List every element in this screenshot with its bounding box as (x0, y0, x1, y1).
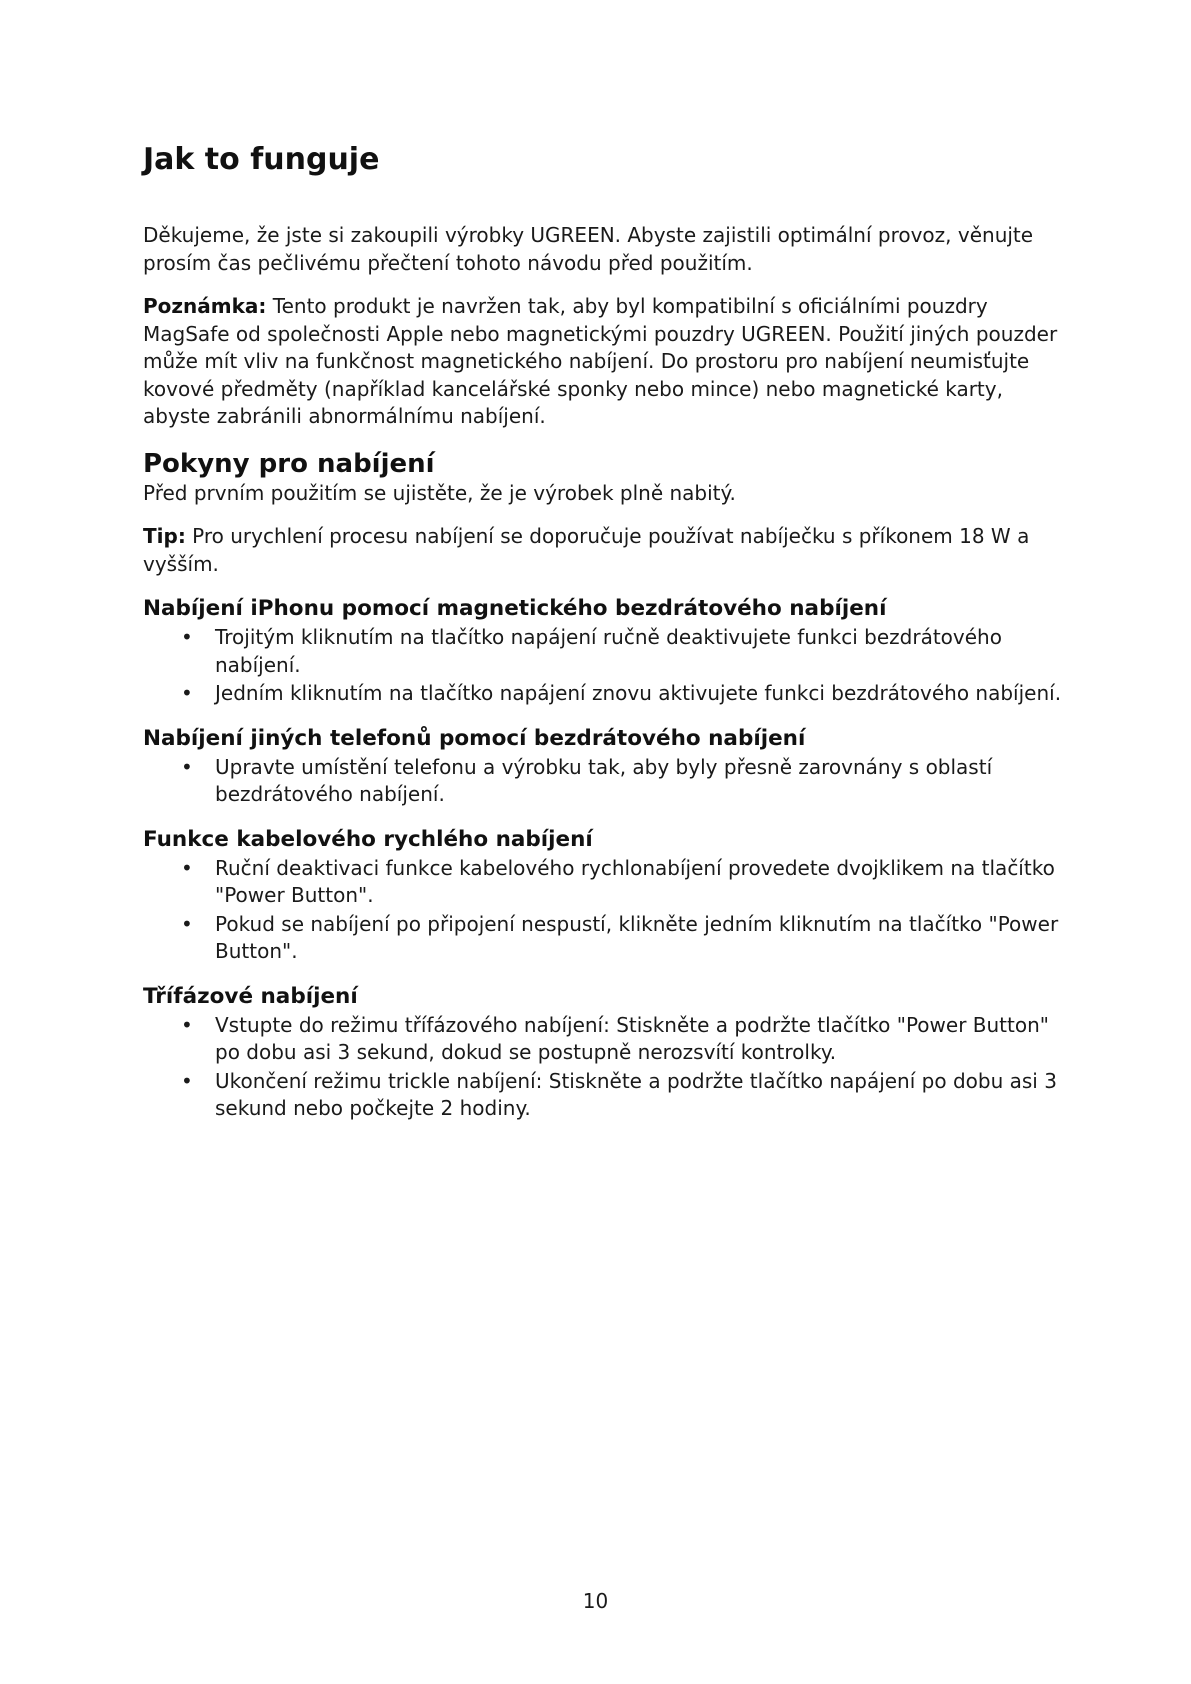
bullet-list (143, 1012, 1068, 1123)
list-item-text: Jedním kliknutím na tlačítko napájení znovu aktivujete funkci bezdrátového nabíjení. (215, 681, 1062, 705)
tip-paragraph (143, 523, 1068, 578)
list-item-text: Pokud se nabíjení po připojení nespustí, klikněte jedním kliknutím na tlačítko "Power Button". (215, 911, 1059, 963)
section-wired-fast-charging (143, 825, 1068, 966)
list-item-text: Upravte umístění telefonu a výrobku tak, aby byly přesně zarovnány s oblastí bezdrátového nabíjení. (215, 754, 993, 806)
section-other-phones (143, 724, 1068, 809)
bullet-list (143, 855, 1068, 966)
list-item (143, 1012, 1068, 1067)
bullet-icon: • (181, 1068, 193, 1093)
section-heading: Nabíjení iPhonu pomocí magnetického bezdrátového nabíjení (143, 596, 887, 621)
page-content (143, 140, 1068, 1124)
bullet-list (143, 754, 1068, 809)
note-label: Poznámka: (143, 294, 267, 318)
section-three-phase-charging (143, 982, 1068, 1123)
list-item-text: Ukončení režimu trickle nabíjení: Stiskněte a podržte tlačítko napájení po dobu asi 3 sekund nebo počkejte 2 hodiny. (215, 1068, 1057, 1120)
page-number: 10 (582, 1589, 609, 1613)
list-item-text: Ruční deaktivaci funkce kabelového rychlonabíjení provedete dvojklikem na tlačítko "Power Button". (215, 855, 1055, 907)
bullet-list (143, 624, 1068, 708)
page-title: Jak to funguje (143, 142, 380, 177)
section-heading: Funkce kabelového rychlého nabíjení (143, 826, 593, 852)
list-item (143, 624, 1068, 679)
section-heading: Nabíjení jiných telefonů pomocí bezdrátového nabíjení (143, 725, 806, 751)
charging-heading: Pokyny pro nabíjení (143, 448, 435, 479)
section-iphone-wireless (143, 594, 1068, 708)
tip-text: Pro urychlení procesu nabíjení se doporučuje používat nabíječku s příkonem 18 W a vyšším. (143, 524, 1030, 576)
list-item-text: Trojitým kliknutím na tlačítko napájení ručně deaktivujete funkci bezdrátového nabíjení. (215, 625, 1002, 677)
bullet-icon: • (181, 1012, 193, 1037)
bullet-icon: • (181, 911, 193, 936)
bullet-icon: • (181, 855, 193, 880)
note-text: Tento produkt je navržen tak, aby byl kompatibilní s oficiálními pouzdry MagSafe od společnosti Apple nebo magnetickými pouzdry UGREEN. Použití jiných pouzder může mít vliv na funkčnost magnetického nabíjení. Do prostoru pro nabíjení neumisťujte kovové předměty (například kancelářské sponky nebo mince) nebo magnetické karty, abyste zabránili abnormálnímu nabíjení. (143, 294, 1058, 428)
tip-label: Tip: (143, 524, 186, 548)
charging-text: Před prvním použitím se ujistěte, že je výrobek plně nabitý. (143, 480, 736, 505)
list-item (143, 855, 1068, 910)
bullet-icon: • (181, 681, 193, 705)
note-paragraph (143, 293, 1068, 431)
list-item (143, 680, 1068, 708)
list-item-text: Vstupte do režimu třífázového nabíjení: Stiskněte a podržte tlačítko "Power Button" po dobu asi 3 sekund, dokud se postupně nerozsvítí kontrolky. (215, 1012, 1049, 1064)
intro-paragraph: Děkujeme, že jste si zakoupili výrobky UGREEN. Abyste zajistili optimální provoz, věnujte prosím čas pečlivému přečtení tohoto návodu před použitím. (143, 223, 1034, 275)
list-item (143, 754, 1068, 809)
bullet-icon: • (181, 625, 193, 649)
section-heading: Třífázové nabíjení (143, 983, 358, 1009)
list-item (143, 1068, 1068, 1123)
bullet-icon: • (181, 754, 193, 779)
list-item (143, 911, 1068, 966)
